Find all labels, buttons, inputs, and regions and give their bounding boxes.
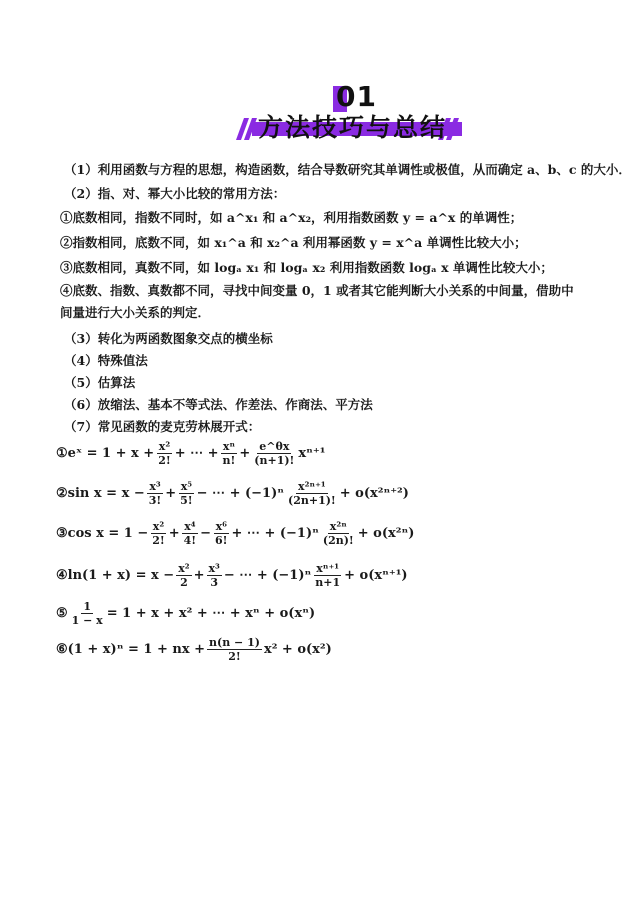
fraction-numerator: x² [152, 520, 165, 533]
formula-text: + o(x²ⁿ⁺²) [339, 486, 409, 501]
formula-text: + [239, 446, 251, 461]
fraction-numerator: x⁶ [215, 520, 227, 533]
text-line-8: （4）特殊值法 [64, 353, 148, 368]
fraction [213, 520, 229, 547]
fraction-numerator: n(n − 1) [209, 636, 260, 649]
fraction-numerator: x⁵ [180, 480, 193, 493]
fraction-numerator: x² [158, 440, 171, 453]
text-line-9: （5）估算法 [64, 375, 136, 390]
formula-ln [56, 562, 408, 589]
fraction-denominator: (2n)! [322, 534, 354, 547]
formula-sin [56, 480, 409, 507]
fraction [221, 440, 238, 467]
formula-text: + [165, 486, 177, 501]
formula-binomial [56, 636, 332, 663]
formula-text: + ⋯ + [174, 446, 219, 461]
fraction [150, 520, 166, 547]
text-line-10: （6）放缩法、基本不等式法、作差法、作商法、平方法 [64, 397, 373, 412]
formula-text: = 1 + x + x² + ⋯ + xⁿ + o(xⁿ) [106, 606, 316, 621]
fraction [321, 520, 356, 547]
fraction-numerator: x³ [208, 562, 220, 575]
section-title: 方法技巧与总结 [258, 113, 448, 142]
formula-text: − ⋯ + (−1)ⁿ [196, 486, 284, 501]
formula-text: ②sin x = x − [56, 486, 145, 501]
fraction-denominator: 3 [210, 576, 219, 589]
fraction [147, 480, 163, 507]
fraction-denominator: 5! [180, 494, 193, 507]
fraction-denominator: 2! [152, 534, 165, 547]
fraction-numerator: 1 [83, 600, 92, 613]
fraction-numerator: xⁿ [222, 440, 236, 453]
section-number: 01 [336, 80, 377, 113]
formula-text: ③cos x = 1 − [56, 526, 149, 541]
formula-text: x² + o(x²) [263, 642, 332, 657]
formula-text: + [193, 568, 205, 583]
text-line-3: ①底数相同，指数不同时，如 a^x₁ 和 a^x₂，利用指数函数 y = a^x 的单调性； [60, 210, 523, 225]
formula-text: ④ln(1 + x) = x − [56, 568, 175, 583]
fraction [156, 440, 172, 467]
text-line-6: ④底数、指数、真数都不同，寻找中间变量 0，1 或者其它能判断大小关系的中间量，借助中间量进行大小关系的判定． [60, 283, 574, 320]
formula-exp [56, 440, 325, 467]
fraction-numerator: x²ⁿ⁺¹ [298, 480, 326, 493]
fraction-numerator: xⁿ⁺¹ [316, 562, 340, 575]
fraction-denominator: 2! [228, 650, 241, 663]
formula-text: ①eˣ = 1 + x + [56, 446, 155, 461]
fraction-numerator: x⁴ [184, 520, 196, 533]
formula-text: + ⋯ + (−1)ⁿ [231, 526, 319, 541]
formula-text: ⑤ [56, 606, 68, 621]
section-title-banner [232, 108, 472, 144]
formula-geometric [56, 600, 315, 627]
fraction-denominator: (2n+1)! [288, 494, 336, 507]
formula-cos [56, 520, 414, 547]
fraction-numerator: x² [178, 562, 190, 575]
fraction-denominator: 4! [183, 534, 197, 547]
formula-text: + o(xⁿ⁺¹) [344, 568, 408, 583]
fraction-numerator: x³ [149, 480, 161, 493]
fraction-denominator: n! [222, 454, 236, 467]
text-line-2: （2）指、对、幂大小比较的常用方法： [64, 186, 286, 201]
fraction [70, 600, 105, 627]
fraction [207, 562, 222, 589]
fraction-denominator: 2! [158, 454, 171, 467]
formula-text: + [168, 526, 180, 541]
fraction [252, 440, 296, 467]
formula-text: − [200, 526, 212, 541]
fraction [178, 480, 194, 507]
fraction [207, 636, 262, 663]
fraction-numerator: e^θx [259, 440, 290, 453]
fraction [313, 562, 342, 589]
text-line-1: （1）利用函数与方程的思想，构造函数，结合导数研究其单调性或极值，从而确定 a、b、c 的大小． [64, 162, 631, 177]
text-line-4: ②指数相同，底数不同，如 x₁^a 和 x₂^a 利用幂函数 y = x^a 单调性比较大小； [60, 235, 527, 250]
fraction-denominator: (n+1)! [254, 454, 295, 467]
formula-text: + o(x²ⁿ) [357, 526, 415, 541]
fraction [286, 480, 338, 507]
formula-text: xⁿ⁺¹ [298, 446, 326, 461]
fraction [182, 520, 198, 547]
text-line-7: （3）转化为两函数图象交点的横坐标 [64, 331, 273, 346]
fraction-numerator: x²ⁿ [329, 520, 347, 533]
fraction [176, 562, 191, 589]
fraction-denominator: 2 [180, 576, 188, 589]
fraction-denominator: 6! [215, 534, 228, 547]
formula-text: ⑥(1 + x)ⁿ = 1 + nx + [56, 642, 205, 657]
text-line-11: （7）常见函数的麦克劳林展开式： [64, 419, 261, 434]
formula-text: − ⋯ + (−1)ⁿ [223, 568, 312, 583]
text-line-5: ③底数相同，真数不同，如 logₐ x₁ 和 logₐ x₂ 利用指数函数 logₐ x 单调性比较大小； [60, 260, 553, 275]
fraction-denominator: 3! [148, 494, 162, 507]
fraction-denominator: n+1 [315, 576, 341, 589]
fraction-denominator: 1 − x [71, 614, 103, 627]
